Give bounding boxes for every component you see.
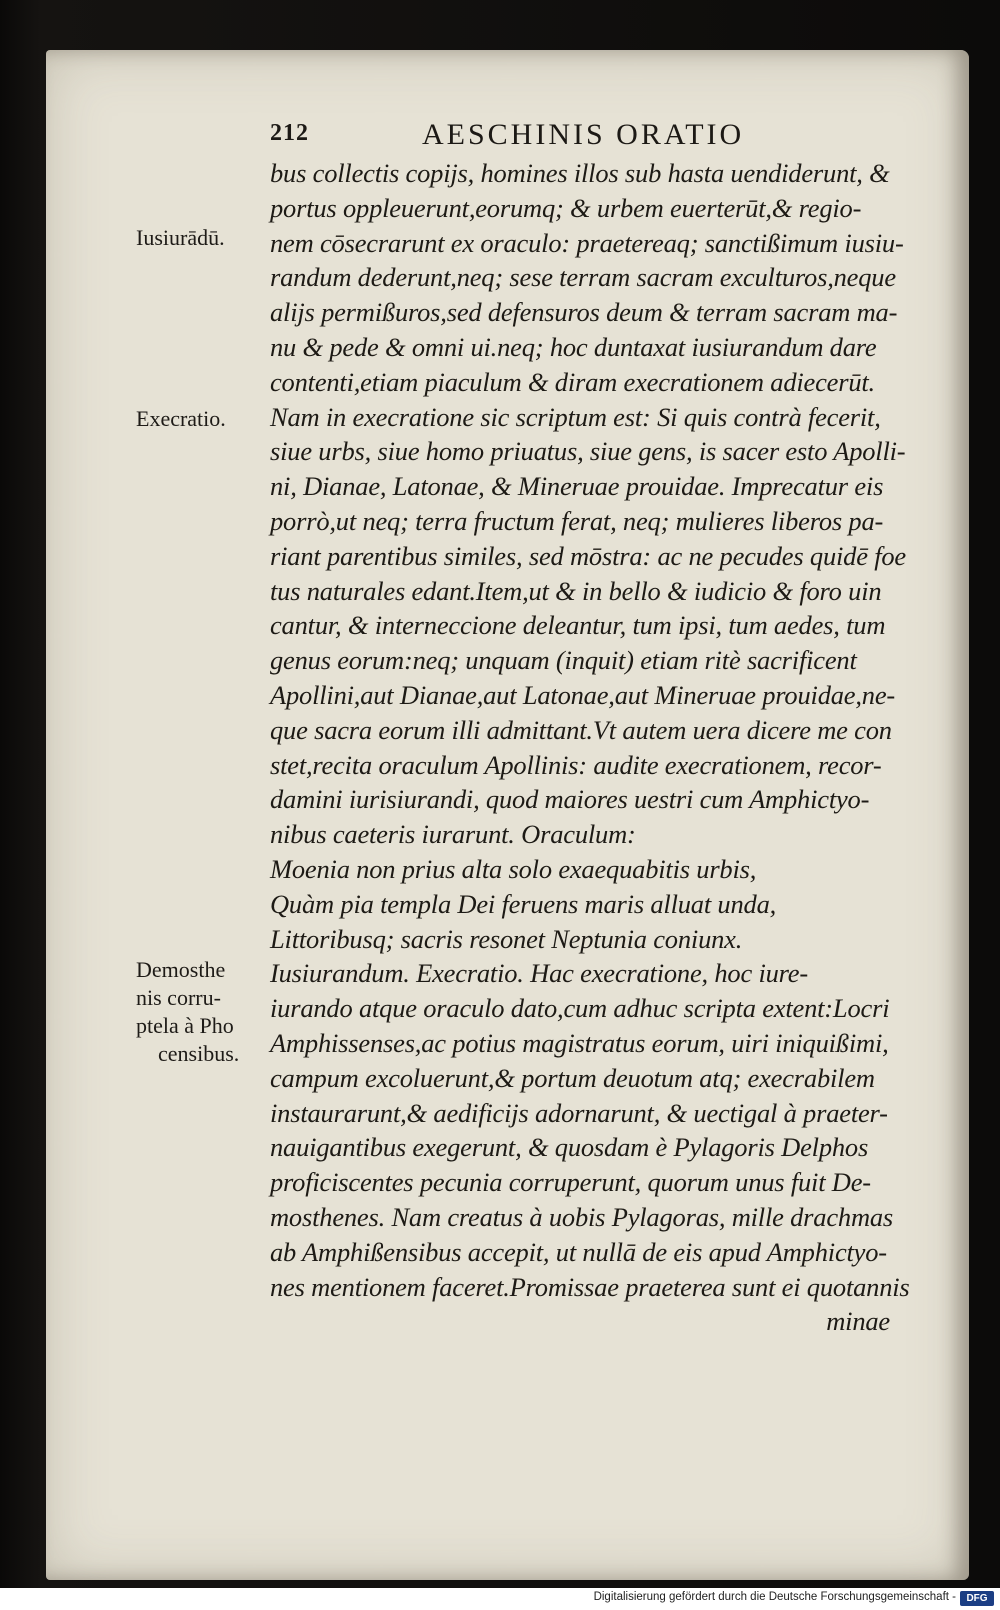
margin-note-line: Demosthe [136,957,226,982]
verse-line: Littoribusq; sacris resonet Neptunia coniunx. [270,923,743,954]
text-line: siue urbs, siue homo priuatus, siue gens, is sacer esto Apolli- [270,436,906,467]
text-line: ni, Dianae, Latonae, & Mineruae prouidae. Imprecatur eis [270,471,884,502]
verse-line: Quàm pia templa Dei feruens maris alluat unda, [270,888,777,919]
running-title: AESCHINIS ORATIO [422,118,745,151]
margin-note-execratio [136,406,226,432]
text-line: nem cōsecrarunt ex oraculo: praetereaq; sanctißimum iusiu- [270,227,904,258]
text-line: nauigantibus exegerunt, & quosdam è Pylagoris Delphos [270,1132,869,1163]
text-line: que sacra eorum illi admittant.Vt autem uera dicere me con [270,714,892,745]
text-line: cantur, & interneccione deleantur, tum ipsi, tum aedes, tum [270,610,886,641]
body-text [270,156,920,1339]
dfg-logo: DFG [960,1591,994,1606]
text-line: proficiscentes pecunia corruperunt, quorum unus fuit De- [270,1167,871,1198]
digitization-credit-text: Digitalisierung gefördert durch die Deutsche Forschungsgemeinschaft - [593,1591,956,1603]
text-line: portus oppleuerunt,eorumq; & urbem euerterūt,& regio- [270,192,862,223]
text-line: Iusiurandum. Execratio. Hac execratione, hoc iure- [270,958,808,989]
text-line: Apollini,aut Dianae,aut Latonae,aut Mineruae prouidae,ne- [270,679,896,710]
margin-note-line: nis corru- [136,985,221,1010]
text-line: ab Amphißensibus accepit, ut nullā de eis apud Amphictyo- [270,1236,887,1267]
text-line: tus naturales edant.Item,ut & in bello & iudicio & foro uin [270,575,882,606]
text-line: stet,recita oraculum Apollinis: audite execrationem, recor- [270,749,882,780]
text-line: damini iurisiurandi, quod maiores uestri cum Amphictyo- [270,784,870,815]
text-line: iurando atque oraculo dato,cum adhuc scripta extent:Locri [270,993,890,1024]
catchword: minae [826,1306,890,1337]
text-line: nes mentionem faceret.Promissae praeterea sunt ei quotannis [270,1271,910,1302]
text-line: nu & pede & omni ui.neq; hoc duntaxat iusiurandum dare [270,331,877,362]
text-line: Amphissenses,ac potius magistratus eorum, uiri iniquißimi, [270,1027,889,1058]
verse-line: Moenia non prius alta solo exaequabitis urbis, [270,853,757,884]
page-number: 212 [270,120,309,146]
margin-note-line: censibus. [158,1041,240,1066]
text-line: instaurarunt,& aedificijs adornarunt, & uectigal à praeter- [270,1097,888,1128]
text-line: porrò,ut neq; terra fructum ferat, neq; mulieres liberos pa- [270,505,884,536]
text-line: campum excoluerunt,& portum deuotum atq; execrabilem [270,1062,875,1093]
digitization-credit-bar [0,1588,1000,1610]
margin-note-demosthenis [136,956,239,1068]
text-line: Nam in execratione sic scriptum est: Si quis contrà fecerit, [270,401,881,432]
text-line: riant parentibus similes, sed mōstra: ac ne pecudes quidē foe [270,540,906,571]
margin-note-line: ptela à Pho [136,1013,234,1038]
text-line: bus collectis copijs, homines illos sub hasta uendiderunt, & [270,158,890,188]
margin-note-line: Execratio. [136,406,226,431]
text-line: contenti,etiam piaculum & diram execrationem adiecerūt. [270,366,875,397]
margin-note-line: Iusiurādū. [136,225,225,250]
text-line: mosthenes. Nam creatus à uobis Pylagoras, mille drachmas [270,1201,894,1232]
page-header [270,120,910,160]
text-line: alijs permißuros,sed defensuros deum & terram sacram ma- [270,297,898,328]
margin-note-iusiurandum [136,225,225,251]
text-line: randum dederunt,neq; sese terram sacram exculturos,neque [270,262,896,293]
text-line: genus eorum:neq; unquam (inquit) etiam ritè sacrificent [270,645,857,676]
text-line: nibus caeteris iurarunt. Oraculum: [270,819,636,850]
